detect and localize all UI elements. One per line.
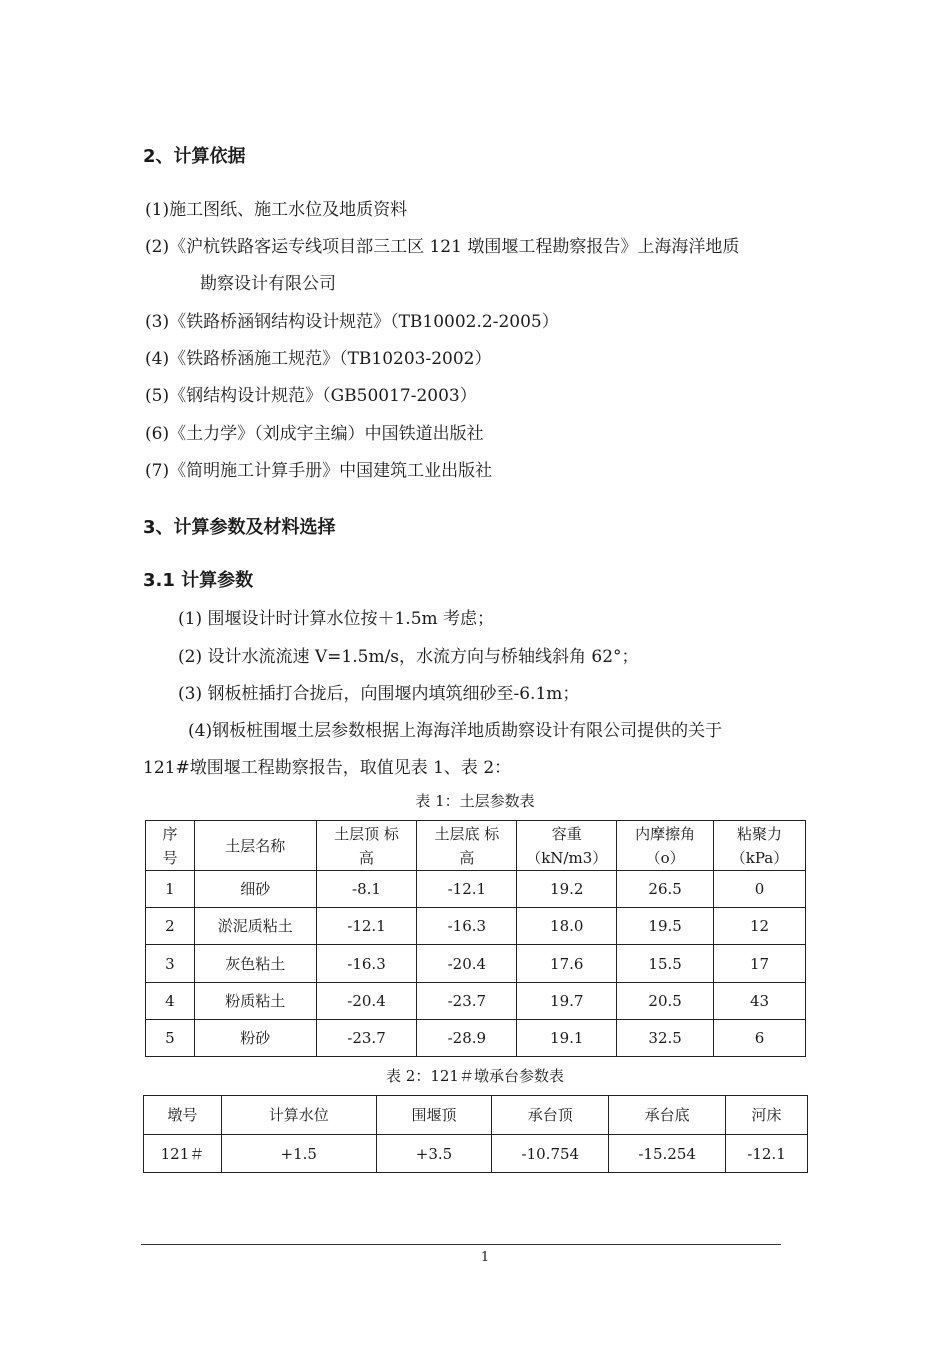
header-cell: 土层底 标 高 <box>417 821 517 871</box>
table-2-caption: 表 2：121＃墩承台参数表 <box>386 1067 564 1085</box>
reference-item-4: (4)《铁路桥涵施工规范》（TB10203-2002） <box>145 349 492 369</box>
table-cell: 淤泥质粘土 <box>194 908 316 945</box>
table-1-caption: 表 1：土层参数表 <box>415 792 535 810</box>
table-cell: 26.5 <box>617 871 714 908</box>
header-cell: 承台顶 <box>492 1096 609 1135</box>
table-cell: -15.254 <box>609 1135 726 1173</box>
reference-item-3: (3)《铁路桥涵钢结构设计规范》（TB10002.2-2005） <box>145 312 559 332</box>
table-cell: 121＃ <box>144 1135 222 1173</box>
header-cell: 容重 （kN/m3） <box>517 821 617 871</box>
table-cell: 19.7 <box>517 983 617 1020</box>
table-cell: 细砂 <box>194 871 316 908</box>
table-cell: 19.1 <box>517 1020 617 1057</box>
table-row <box>146 1020 806 1057</box>
parameter-item-2: (2) 设计水流流速 V=1.5m/s，水流方向与桥轴线斜角 62°； <box>178 647 639 667</box>
pier-cap-parameter-table <box>143 1095 808 1173</box>
table-header-row <box>144 1096 808 1135</box>
table-cell: 1 <box>146 871 195 908</box>
table-cell: -12.1 <box>316 908 417 945</box>
header-cell: 土层顶 标 高 <box>316 821 417 871</box>
header-cell: 土层名称 <box>194 821 316 871</box>
table-header-row <box>146 821 806 871</box>
table-cell: 12 <box>714 908 806 945</box>
table-cell: 19.5 <box>617 908 714 945</box>
header-cell: 河床 <box>726 1096 808 1135</box>
reference-item-6: (6)《土力学》（刘成宇主编）中国铁道出版社 <box>145 424 484 444</box>
header-cell: 围堰顶 <box>376 1096 492 1135</box>
table-cell: -20.4 <box>316 983 417 1020</box>
table-cell: -16.3 <box>316 945 417 983</box>
table-cell: 43 <box>714 983 806 1020</box>
table-cell: 17.6 <box>517 945 617 983</box>
table-row <box>146 871 806 908</box>
soil-parameter-table <box>145 820 806 1057</box>
header-cell: 墩号 <box>144 1096 222 1135</box>
table-cell: -12.1 <box>417 871 517 908</box>
table-cell: -16.3 <box>417 908 517 945</box>
parameter-item-1: (1) 围堰设计时计算水位按＋1.5m 考虑； <box>178 609 495 629</box>
reference-item-2: (2)《沪杭铁路客运专线项目部三工区 121 墩围堰工程勘察报告》上海海洋地质 <box>145 237 740 257</box>
table-cell: 6 <box>714 1020 806 1057</box>
reference-item-7: (7)《简明施工计算手册》中国建筑工业出版社 <box>145 461 493 481</box>
parameter-item-4: (4)钢板桩围堰土层参数根据上海海洋地质勘察设计有限公司提供的关于 <box>188 721 723 741</box>
parameter-item-3: (3) 钢板桩插打合拢后，向围堰内填筑细砂至-6.1m； <box>178 684 580 704</box>
table-row <box>146 983 806 1020</box>
table-cell: +1.5 <box>221 1135 376 1173</box>
table-cell: 4 <box>146 983 195 1020</box>
footer-divider <box>141 1244 781 1245</box>
reference-item-1: (1)施工图纸、施工水位及地质资料 <box>145 200 408 220</box>
table-cell: 19.2 <box>517 871 617 908</box>
table-cell: 粉砂 <box>194 1020 316 1057</box>
section-3-1-heading: 3.1 计算参数 <box>143 570 254 591</box>
header-cell: 内摩擦角 （o） <box>617 821 714 871</box>
table-cell: 2 <box>146 908 195 945</box>
section-2-heading: 2、计算依据 <box>143 146 246 167</box>
table-cell: -23.7 <box>316 1020 417 1057</box>
table-cell: +3.5 <box>376 1135 492 1173</box>
table-cell: -12.1 <box>726 1135 808 1173</box>
table-cell: 17 <box>714 945 806 983</box>
parameter-item-4-continued: 121#墩围堰工程勘察报告，取值见表 1、表 2： <box>143 758 512 778</box>
reference-item-2-continued: 勘察设计有限公司 <box>200 274 336 294</box>
table-cell: 5 <box>146 1020 195 1057</box>
table-row <box>146 945 806 983</box>
table-cell: -8.1 <box>316 871 417 908</box>
reference-item-5: (5)《钢结构设计规范》（GB50017-2003） <box>145 386 477 406</box>
table-cell: 32.5 <box>617 1020 714 1057</box>
table-cell: 粉质粘土 <box>194 983 316 1020</box>
table-cell: 20.5 <box>617 983 714 1020</box>
table-cell: -10.754 <box>492 1135 609 1173</box>
header-cell: 计算水位 <box>221 1096 376 1135</box>
header-cell: 承台底 <box>609 1096 726 1135</box>
table-cell: 18.0 <box>517 908 617 945</box>
table-cell: -20.4 <box>417 945 517 983</box>
table-cell: 15.5 <box>617 945 714 983</box>
header-cell: 粘聚力 （kPa） <box>714 821 806 871</box>
page-number: 1 <box>480 1250 490 1265</box>
header-cell: 序 号 <box>146 821 195 871</box>
section-3-heading: 3、计算参数及材料选择 <box>143 517 336 538</box>
table-cell: 3 <box>146 945 195 983</box>
table-cell: -23.7 <box>417 983 517 1020</box>
table-cell: 灰色粘土 <box>194 945 316 983</box>
table-row <box>144 1135 808 1173</box>
table-cell: 0 <box>714 871 806 908</box>
table-cell: -28.9 <box>417 1020 517 1057</box>
table-row <box>146 908 806 945</box>
